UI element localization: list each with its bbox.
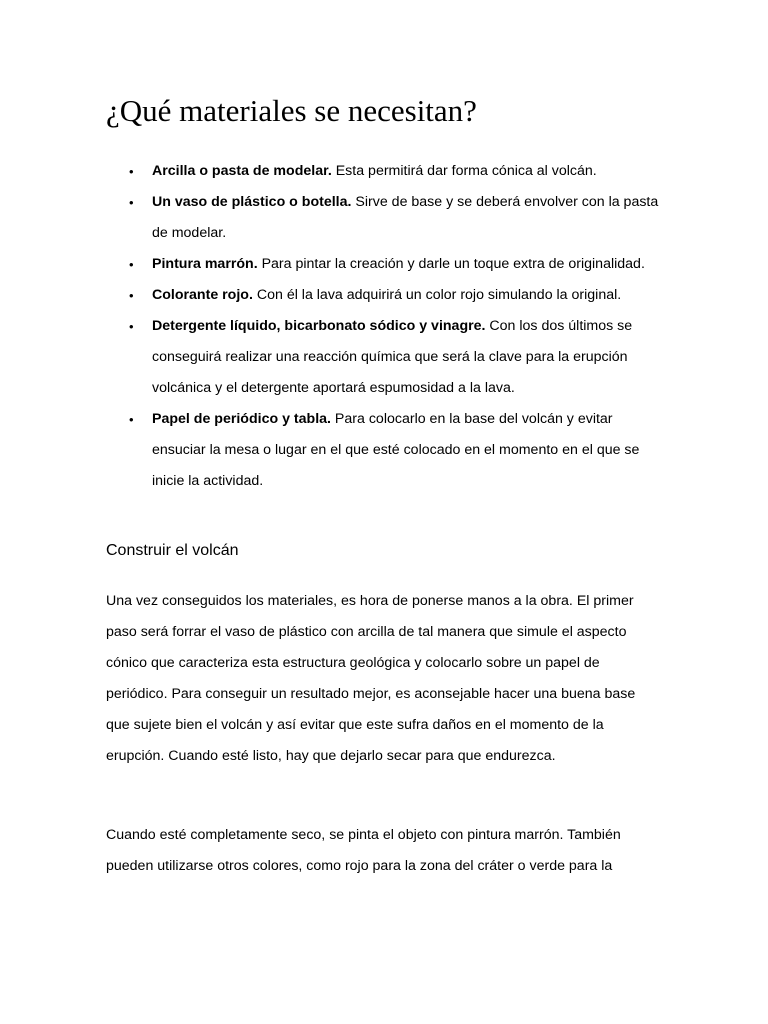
item-description: Para colocarlo en la base del volcán y evitar ensuciar la mesa o lugar en el que esté colocado en el momento en el que se inicie la actividad. xyxy=(152,411,640,489)
materials-list xyxy=(129,156,662,497)
page-title: ¿Qué materiales se necesitan? xyxy=(106,93,477,128)
item-name: Papel de periódico y tabla. xyxy=(152,411,331,427)
list-item xyxy=(129,156,662,187)
item-name: Detergente líquido, bicarbonato sódico y vinagre. xyxy=(152,318,486,334)
list-item xyxy=(129,187,662,249)
list-item xyxy=(129,249,662,280)
bullet-icon: • xyxy=(129,164,134,179)
bullet-icon: • xyxy=(129,412,134,427)
item-description: Con los dos últimos se conseguirá realizar una reacción química que será la clave para la erupción volcánica y el detergente aportará espumosidad a la lava. xyxy=(152,318,633,396)
list-item xyxy=(129,404,662,497)
item-description: Esta permitirá dar forma cónica al volcán. xyxy=(331,163,597,179)
body-paragraph: Una vez conseguidos los materiales, es hora de ponerse manos a la obra. El primer paso será forrar el vaso de plástico con arcilla de tal manera que simule el aspecto cónico que caracteriza esta estructura geológica y colocarlo sobre un papel de periódico. Para conseguir un resultado mejor, es aconsejable hacer una buena base que sujete bien el volcán y así evitar que este sufra daños en el momento de la erupción. Cuando esté listo, hay que dejarlo secar para que endurezca. xyxy=(106,593,636,764)
item-description: Para pintar la creación y darle un toque extra de originalidad. xyxy=(257,256,645,272)
item-name: Pintura marrón. xyxy=(152,256,258,272)
item-name: Arcilla o pasta de modelar. xyxy=(152,163,332,179)
bullet-icon: • xyxy=(129,195,134,210)
bullet-icon: • xyxy=(129,288,134,303)
item-description: Con él la lava adquirirá un color rojo simulando la original. xyxy=(252,287,622,303)
list-item xyxy=(129,311,662,404)
bullet-icon: • xyxy=(129,319,134,334)
item-name: Colorante rojo. xyxy=(152,287,253,303)
item-description: Sirve de base y se deberá envolver con la pasta de modelar. xyxy=(152,194,659,241)
bullet-icon: • xyxy=(129,257,134,272)
item-name: Un vaso de plástico o botella. xyxy=(152,194,352,210)
body-paragraph: Cuando esté completamente seco, se pinta el objeto con pintura marrón. También pueden utilizarse otros colores, como rojo para la zona del cráter o verde para la xyxy=(106,827,621,874)
section-heading: Construir el volcán xyxy=(106,542,239,559)
list-item xyxy=(129,280,662,311)
